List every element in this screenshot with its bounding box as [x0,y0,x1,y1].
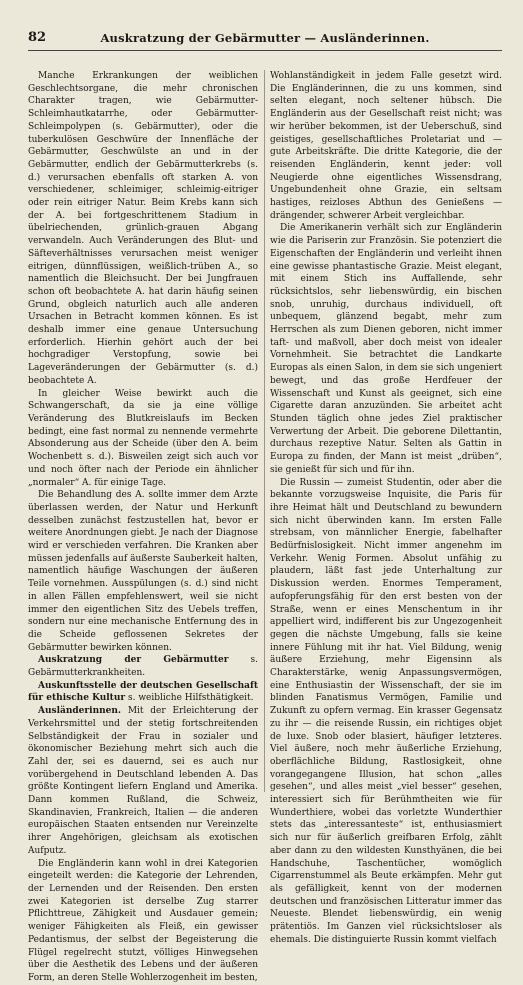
paragraph: In gleicher Weise bewirkt auch die Schwangerschaft, da sie ja eine völlige Veränderung des Blutkreislaufs im Becken bedingt, eine fast normal zu nennende vermehrte Absonderung aus der Scheide (über den A. beim Wochenbett s. d.). Bisweilen zeigt sich auch vor und noch öfter nach der Periode ein ähnlicher „normaler“ A. für einige Tage. [28,388,258,488]
paragraph: Manche Erkrankungen der weiblichen Geschlechtsorgane, die mehr chronischen Charakter tragen, wie Gebärmutter-Schleimhautkatarrhe, oder Gebärmutter-Schleimpolypen (s. Gebärmutter), oder die tuberkulösen Geschwüre der Innenfläche der Gebärmutter, Geschwülste an und in der Gebärmutter, endlich der Gebärmutterkrebs (s. d.) verursachen ebenfalls oft starken A. von verschiedener, schleimiger, schleimig-eitriger oder rein eitriger Natur. Beim Krebs kann sich der A. bei fortgeschrittenem Stadium in übelriechenden, grünlich-grauen Abgang verwandeln. Auch Veränderungen des Blut- und Säfteverhältnisses verursachen meist weniger eitrigen, dünnflüssigen, weißlich-trüben A., so namentlich die Bleichsucht. Der bei Jungfrauen schon oft beobachtete A. hat darin häufig seinen Grund, obgleich naturlich auch alle anderen Ursachen in Betracht kommen können. Es ist deshalb immer eine genaue Untersuchung erforderlich. Hierhin gehört auch der bei hochgradiger Verstopfung, sowie bei Lageveränderungen der Gebärmutter (s. d.) beobachtete A. [28,71,258,386]
entry-text: s. weibliche Hilfsthätigkeit. [125,693,254,704]
entry-text: Mit der Erleichterung der Verkehrsmittel und der stetig fortschreitenden Selbständigkeit der Frau in sozialer und ökonomischer Beziehung mehrt sich auch die Zahl der, sei es dauernd, sei es auch nur vorübergehend in Deutschland lebenden A. Das größte Kontingent liefern England und Amerika. Dann kommen Rußland, die Schweiz, Skandinavien, Frankreich, Italien — die anderen europäischen Staaten entsenden nur Vereinzelte ihrer Angehörigen, gleichsam als exotischen Aufputz. [28,706,258,856]
running-title: Auskratzung der Gebärmutter — Ausländerinnen. [100,31,430,45]
page-number: 82 [28,30,47,45]
paragraph: Wohlanständigkeit in jedem Falle gesetzt wird. Die Engländerinnen, die zu uns kommen, sind selten elegant, noch seltener hübsch. Die Engländerin aus der Gesellschaft reist nicht; was wir herüber bekommen, ist der Ueberschuß, sind geistiges, gesellschaftliches Proletariat und — gute Arbeitskräfte. Die dritte Kategorie, die der reisenden Engländerin, kennt jeder: voll Neugierde ohne eigentliches Wissensdrang, Ungebundenheit ohne Grazie, ein seltsam hastiges, reizloses Abthun des Genießens — drängender, schwerer Arbeit vergleichbar. [270,71,502,221]
paragraph: Die Behandlung des A. sollte immer dem Arzte überlassen werden, der Natur und Herkunft desselben zunächst festzustellen hat, bevor er weitere Anordnungen giebt. Je nach der Diagnose wird er verschieden verfahren. Die Kranken aber müssen jedenfalls auf äußerste Sauberkeit halten, namentlich häufige Waschungen der äußeren Teile vornehmen. Ausspülungen (s. d.) sind nicht in allen Fällen empfehlenswert, weil sie nicht immer den eigentlichen Sitz des Uebels treffen, sondern nur eine mechanische Entfernung des in die Scheide geflossenen Sekretes der Gebärmutter bewirken können. [28,490,258,653]
right-column [270,70,502,945]
entry-heading: Auskunftsstelle der deutschen Gesellschaft für ethische Kultur [28,680,258,704]
entry-auslaenderinnen [28,705,258,857]
entry-text: s. Gebärmutterkrankheiten. [28,655,258,679]
paragraph: Die Amerikanerin verhält sich zur Engländerin wie die Pariserin zur Französin. Sie potenziert die Eigenschaften der Engländerin und verleiht ihnen eine gewisse phantastische Grazie. Meist elegant, mit einem Stich ins Auffallende, sehr rücksichtslos, sehr liebenswürdig, ein bischen snob, unruhig, durchaus individuell, oft unbequem, glänzend begabt, mehr zum Herrschen als zum Dienen geboren, nicht immer taft- und maßvoll, aber doch meist von idealer Vornehmheit. Sie betrachtet die Landkarte Europas als einen Salon, in dem sie sich ungeniert bewegt, und das große Herdfeuer der Wissenschaft und Kunst als geeignet, sich eine Cigarette daran anzuzünden. Sie arbeitet acht Stunden täglich ohne jedes Ziel praktischer Verwertung der Arbeit. Die geborene Dilettantin, durchaus rezeptive Natur. Selten als Gattin in Europa zu finden, der Mann ist meist „drüben“, sie genießt für sich und für ihn. [270,223,502,475]
page-header [28,30,502,51]
paragraph: Die Engländerin kann wohl in drei Kategorien eingeteilt werden: die Kategorie der Lehrenden, der Lernenden und der Reisenden. Den ersten zwei Kategorien ist derselbe Zug starrer Pflichttreue, Zähigkeit und Ausdauer gemein; weniger Fähigkeiten als Fleiß, ein gewisser Pedantismus, der selbst der Begeisterung die Flügel regelrecht stutzt, völliges Hinwegsehen über die Aesthetik des Lebens und der äußeren Form, an deren Stelle Wohlerzogenheit im besten, [28,858,258,983]
entry-heading: Auskratzung der Gebärmutter [38,655,229,666]
entry-heading: Ausländerinnen. [38,706,122,717]
entry-auskunftsstelle [28,680,258,705]
left-column [28,70,258,983]
entry-auskratzung [28,654,258,679]
paragraph: Die Russin — zumeist Studentin, oder aber die bekannte vorzugsweise Inquisite, die Paris für ihre Heimat hält und Deutschland zu bewundern sich nicht überwinden kann. Im ersten Falle strebsam, von männlicher Energie, fabelhafter Bedürfnislosigkeit. Nicht immer angenehm im Verkehr. Wenig Formen. Absolut unfähig zu plaudern, läßt fast jede Unterhaltung zur Diskussion werden. Enormes Temperament, aufopferungsfähig für den erst besten von der Straße, wenn er eines Menschentum in ihr appelliert wird, indifferent bis zur Ungezogenheit gegen die nächste Umgebung, falls sie keine innere Fühlung mit ihr hat. Viel Bildung, wenig äußere Erziehung, mehr Eigensinn als Charakterstärke, wenig Anpassungsvermögen, eine Enthusiastin der Wissenschaft, der sie im blinden Fanatismus Vermögen, Familie und Zukunft zu opfern vermag. Ein krasser Gegensatz zu ihr — die reisende Russin, ein richtiges objet de luxe. Snob oder blasiert, häufiger letzteres. Viel äußere, noch mehr äußerliche Erziehung, oberflächliche Bildung, Rastlosigkeit, ohne vorangegangene Illusion, hat schon „alles gesehen“, und alles meist „viel besser“ gesehen, interessiert sich für Berühmtheiten wie für Wunderthiere, wobei das vorletzte Wunderthier stets das „interessanteste“ ist, enthusiasmiert sich nur für äußerlich greifbaren Erfolg, zählt aber dann zu den wildesten Kunsthyänen, die bei Handschuhe, Taschentücher, womöglich Cigarrenstummel als Beute erkämpfen. Mehr gut als gefälligkeit, kennt von der modernen deutschen und französischen Litteratur immer das Neueste. Blendet liebenswürdig, ein wenig prätentiös. Im Ganzen viel rücksichtsloser als ehemals. Die distinguierte Russin kommt vielfach [270,477,502,945]
column-divider [264,70,265,792]
